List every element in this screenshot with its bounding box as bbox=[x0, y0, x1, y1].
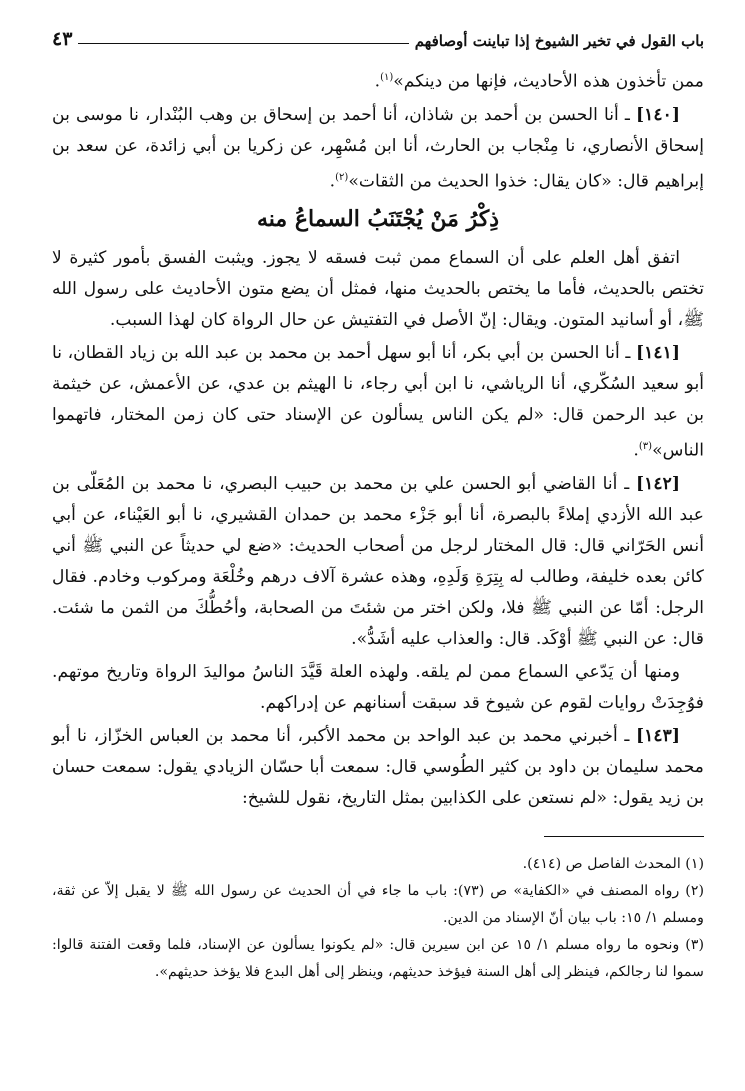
section-heading: ذِكْرُ مَنْ يُجْتَنَبُ السماعُ منه bbox=[257, 206, 499, 233]
page-body bbox=[52, 62, 704, 814]
footnote-2: (٢) رواه المصنف في «الكفاية» ص (٧٣): باب ما جاء في أن الحديث عن رسول الله ﷺ لا يقبل إلاّ عن ثقة، ومسلم ١/ ١٥: باب بيان أنّ الإسناد من الدين. bbox=[52, 883, 704, 927]
running-header bbox=[52, 22, 704, 50]
narration-140: [١٤٠] ـ أنا الحسن بن أحمد بن شاذان، أنا أحمد بن إسحاق بن وهب البُنْدار، نا موسى بن إسحاق الأنصاري، نا مِنْجاب بن الحارث، أنا ابن مُسْهِر، عن زكريا بن أبي زائدة، عن سعد بن إبراهيم قال: «كان يقال: خذوا الحديث من الثقات»$^{(٢)}$. bbox=[52, 104, 704, 192]
footnote-ref-2: (٢) bbox=[335, 171, 349, 183]
narration-number-140: [١٤٠] bbox=[636, 104, 680, 125]
narration-text-143: ـ أخبرني محمد بن عبد الواحد بن محمد الأكبر، أنا محمد بن العباس الخزّاز، نا أبو محمد سليمان بن داود بن كثير الطُوسي قال: سمعت أبا حسّان الزيادي يقول: سمعت حسان بن زيد يقول: «لم نستعن على الكذابين بمثل التاريخ، نقول للشيخ: bbox=[52, 726, 704, 809]
narration-text-142: ـ أنا القاضي أبو الحسن علي بن محمد بن حبيب البصري، نا محمد بن المُعَلّى بن عبد الله الأزدي إملاءً بالبصرة، أنا أبو جَزْء محمد بن حمدان القشيري، نا أبو العَيْناء، عن أبي أنس الحَرّاني قال: قال المختار لرجل من أصحاب الحديث: «ضع لي حديثاً عن النبي ﷺ أني كائن بعده خليفة، وطالب له بِتِرَةِ وَلَدِهِ، وهذه عشرة آلاف درهم وخُلْعَة ومركوب وخادم. فقال الرجل: أمّا عن النبي ﷺ فلا، ولكن اختر من شئتَ من الصحابة، وأحُطُّكَ من الثمن ما شئت. قال: عن النبي ﷺ أوْكَد. قال: والعذاب عليه أشَدُّ». bbox=[52, 474, 704, 650]
intro-paragraph: ممن تأخذون هذه الأحاديث، فإنها من دينكم»$^{(١)}$. bbox=[374, 71, 704, 92]
narration-141: [١٤١] ـ أنا الحسن بن أبي بكر، أنا أبو سهل أحمد بن محمد بن عبد الله بن زياد القطان، نا أبو سعيد السُكّري، أنا الرياشي، نا ابن أبي رجاء، نا الهيثم بن عدي، عن الأعمش، عن خيثمة بن عبد الرحمن قال: «لم يكن الناس يسألون عن الإسناد حتى كان زمن المختار، فاتهموا الناس»$^{(٣)}$. bbox=[52, 343, 704, 462]
narration-number-143: [١٤٣] bbox=[636, 726, 680, 747]
narration-number-141: [١٤١] bbox=[636, 343, 680, 364]
narration-number-142: [١٤٢] bbox=[636, 474, 680, 495]
footnote-1: (١) المحدث الفاصل ص (٤١٤). bbox=[522, 856, 704, 873]
section-intro-paragraph: اتفق أهل العلم على أن السماع ممن ثبت فسقه لا يجوز. ويثبت الفسق بأمور كثيرة لا تختص بالحديث، فأما ما يختص بالحديث منها، فمثل أن يضع متون الأحاديث على رسول الله ﷺ، أو أسانيد المتون. ويقال: إنّ الأصل في التفتيش عن حال الرواة كان لهذا السبب. bbox=[52, 248, 704, 331]
chapter-title: باب القول في تخير الشيوخ إذا تباينت أوصافهم bbox=[414, 32, 704, 50]
header-rule bbox=[78, 43, 408, 44]
footnotes bbox=[52, 851, 704, 986]
footnote-ref-3: (٣) bbox=[638, 441, 653, 453]
footnote-3: (٣) ونحوه ما رواه مسلم ١/ ١٥ عن ابن سيرين قال: «لم يكونوا يسألون عن الإسناد، فلما وقعت الفتنة قالوا: سموا لنا رجالكم، فينظر إلى أهل السنة فيؤخذ حديثهم، وينظر إلى أهل البدع فلا يؤخذ حديثهم». bbox=[52, 937, 704, 981]
footnote-separator bbox=[544, 836, 704, 837]
claim-paragraph: ومنها أن يَدّعي السماع ممن لم يلقه. ولهذه العلة قَيَّدَ الناسُ مواليدَ الرواة وتاريخ موتهم. فوُجِدَتْ روايات لقوم عن شيوخ قد سبقت أسنانهم عن إدراكهم. bbox=[52, 662, 704, 714]
page-number: ٤٣ bbox=[52, 28, 73, 50]
narration-text-140: ـ أنا الحسن بن أحمد بن شاذان، أنا أحمد بن إسحاق بن وهب البُنْدار، نا موسى بن إسحاق الأنصاري، نا مِنْجاب بن الحارث، أنا ابن مُسْهِر، عن زكريا بن أبي زائدة، عن سعد بن إبراهيم قال: «كان يقال: خذوا الحديث من الثقات» bbox=[52, 104, 704, 192]
narration-143 bbox=[52, 721, 704, 814]
book-page bbox=[52, 22, 704, 986]
narration-text-141: ـ أنا الحسن بن أبي بكر، أنا أبو سهل أحمد بن محمد بن عبد الله بن زياد القطان، نا أبو سعيد السُكّري، أنا الرياشي، نا ابن أبي رجاء، نا الهيثم بن عدي، عن الأعمش، عن خيثمة بن عبد الرحمن قال: «لم يكن الناس يسألون عن الإسناد حتى كان زمن المختار، فاتهموا الناس» bbox=[52, 343, 704, 462]
footnote-ref-1: (١) bbox=[380, 72, 394, 83]
intro-text: ممن تأخذون هذه الأحاديث، فإنها من دينكم» bbox=[393, 71, 704, 92]
narration-142 bbox=[52, 469, 704, 655]
